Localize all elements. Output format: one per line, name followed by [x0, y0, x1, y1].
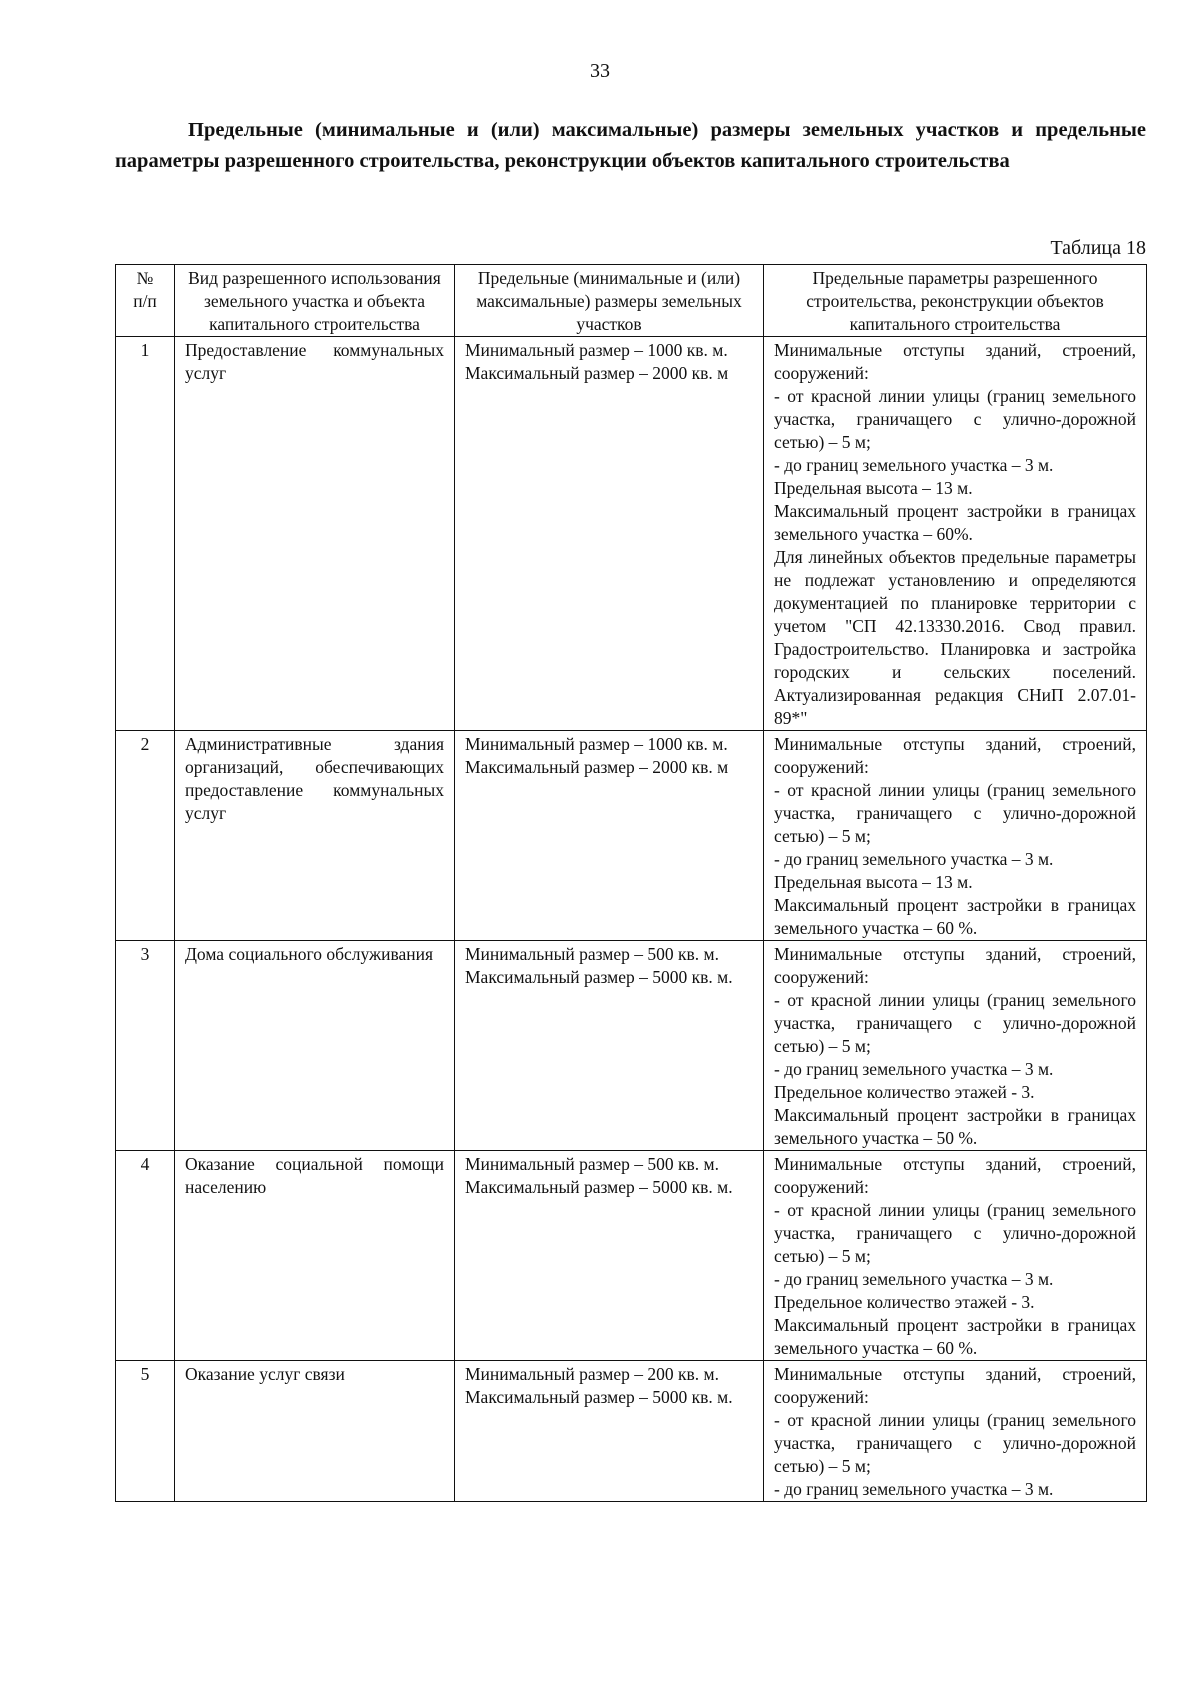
- plot-size-min: Минимальный размер – 1000 кв. м.: [465, 734, 728, 754]
- param-line: Для линейных объектов предельные параметры не подлежат установлению и определяются документацией по планировке территории с учетом "СП 42.13330.2016. Свод правил. Градостроительство. Планировка и застройка городских и сельских поселений. Актуализированная редакция СНиП 2.07.01-89*": [774, 547, 1136, 728]
- param-line: Предельное количество этажей - 3.: [774, 1292, 1035, 1312]
- param-line: - до границ земельного участка – 3 м.: [774, 849, 1054, 869]
- param-line: Минимальные отступы зданий, строений, сооружений:: [774, 1154, 1136, 1197]
- row-number: 5: [116, 1361, 175, 1502]
- table-caption: Таблица 18: [1050, 237, 1146, 259]
- header-number-abbrev: п/п: [133, 291, 157, 311]
- plot-size-min: Минимальный размер – 500 кв. м.: [465, 944, 719, 964]
- permitted-use-cell: Дома социального обслуживания: [175, 941, 455, 1151]
- param-line: - до границ земельного участка – 3 м.: [774, 1269, 1054, 1289]
- param-line: Минимальные отступы зданий, строений, сооружений:: [774, 1364, 1136, 1407]
- header-number-symbol: №: [136, 268, 154, 288]
- param-line: - от красной линии улицы (границ земельного участка, граничащего с улично-дорожной сетью) – 5 м;: [774, 386, 1136, 452]
- table-row: [116, 337, 1147, 731]
- param-line: - от красной линии улицы (границ земельного участка, граничащего с улично-дорожной сетью) – 5 м;: [774, 1410, 1136, 1476]
- header-permitted-use: Вид разрешенного использования земельного участка и объекта капитального строительства: [175, 265, 455, 337]
- plot-size-cell: [455, 941, 764, 1151]
- param-line: - до границ земельного участка – 3 м.: [774, 455, 1054, 475]
- plot-size-cell: [455, 731, 764, 941]
- plot-size-max: Максимальный размер – 2000 кв. м: [465, 757, 729, 777]
- permitted-use-cell: Административные здания организаций, обеспечивающих предоставление коммунальных услуг: [175, 731, 455, 941]
- param-line: Максимальный процент застройки в границах земельного участка – 60%.: [774, 501, 1136, 544]
- plot-size-max: Максимальный размер – 5000 кв. м.: [465, 967, 733, 987]
- construction-params-cell: [764, 731, 1147, 941]
- plot-size-max: Максимальный размер – 2000 кв. м: [465, 363, 729, 383]
- regulations-table: [115, 264, 1147, 1502]
- param-line: - до границ земельного участка – 3 м.: [774, 1479, 1054, 1499]
- construction-params-cell: [764, 941, 1147, 1151]
- document-title: Предельные (минимальные и (или) максимальные) размеры земельных участков и предельные параметры разрешенного строительства, реконструкции объектов капитального строительства: [115, 119, 1146, 172]
- plot-size-cell: [455, 1151, 764, 1361]
- page-number: 33: [590, 60, 610, 82]
- plot-size-min: Минимальный размер – 500 кв. м.: [465, 1154, 719, 1174]
- plot-size-min: Минимальный размер – 1000 кв. м.: [465, 340, 728, 360]
- plot-size-max: Максимальный размер – 5000 кв. м.: [465, 1387, 733, 1407]
- plot-size-max: Максимальный размер – 5000 кв. м.: [465, 1177, 733, 1197]
- row-number: 4: [116, 1151, 175, 1361]
- plot-size-cell: [455, 1361, 764, 1502]
- header-construction-params: Предельные параметры разрешенного строительства, реконструкции объектов капитального строительства: [764, 265, 1147, 337]
- param-line: Максимальный процент застройки в границах земельного участка – 60 %.: [774, 895, 1136, 938]
- param-line: - от красной линии улицы (границ земельного участка, граничащего с улично-дорожной сетью) – 5 м;: [774, 1200, 1136, 1266]
- param-line: Предельное количество этажей - 3.: [774, 1082, 1035, 1102]
- param-line: - до границ земельного участка – 3 м.: [774, 1059, 1054, 1079]
- table-row: [116, 1361, 1147, 1502]
- header-plot-size: Предельные (минимальные и (или) максимальные) размеры земельных участков: [455, 265, 764, 337]
- construction-params-cell: [764, 337, 1147, 731]
- row-number: 3: [116, 941, 175, 1151]
- header-number: [116, 265, 175, 337]
- row-number: 1: [116, 337, 175, 731]
- param-line: Минимальные отступы зданий, строений, сооружений:: [774, 734, 1136, 777]
- permitted-use-cell: Предоставление коммунальных услуг: [175, 337, 455, 731]
- param-line: Предельная высота – 13 м.: [774, 872, 973, 892]
- row-number: 2: [116, 731, 175, 941]
- param-line: Минимальные отступы зданий, строений, сооружений:: [774, 944, 1136, 987]
- table-row: [116, 1151, 1147, 1361]
- param-line: Максимальный процент застройки в границах земельного участка – 50 %.: [774, 1105, 1136, 1148]
- param-line: Минимальные отступы зданий, строений, сооружений:: [774, 340, 1136, 383]
- construction-params-cell: [764, 1151, 1147, 1361]
- param-line: Максимальный процент застройки в границах земельного участка – 60 %.: [774, 1315, 1136, 1358]
- permitted-use-cell: Оказание услуг связи: [175, 1361, 455, 1502]
- construction-params-cell: [764, 1361, 1147, 1502]
- plot-size-cell: [455, 337, 764, 731]
- param-line: - от красной линии улицы (границ земельного участка, граничащего с улично-дорожной сетью) – 5 м;: [774, 990, 1136, 1056]
- table-row: [116, 731, 1147, 941]
- param-line: - от красной линии улицы (границ земельного участка, граничащего с улично-дорожной сетью) – 5 м;: [774, 780, 1136, 846]
- permitted-use-cell: Оказание социальной помощи населению: [175, 1151, 455, 1361]
- param-line: Предельная высота – 13 м.: [774, 478, 973, 498]
- table-row: [116, 941, 1147, 1151]
- plot-size-min: Минимальный размер – 200 кв. м.: [465, 1364, 719, 1384]
- table-header-row: [116, 265, 1147, 337]
